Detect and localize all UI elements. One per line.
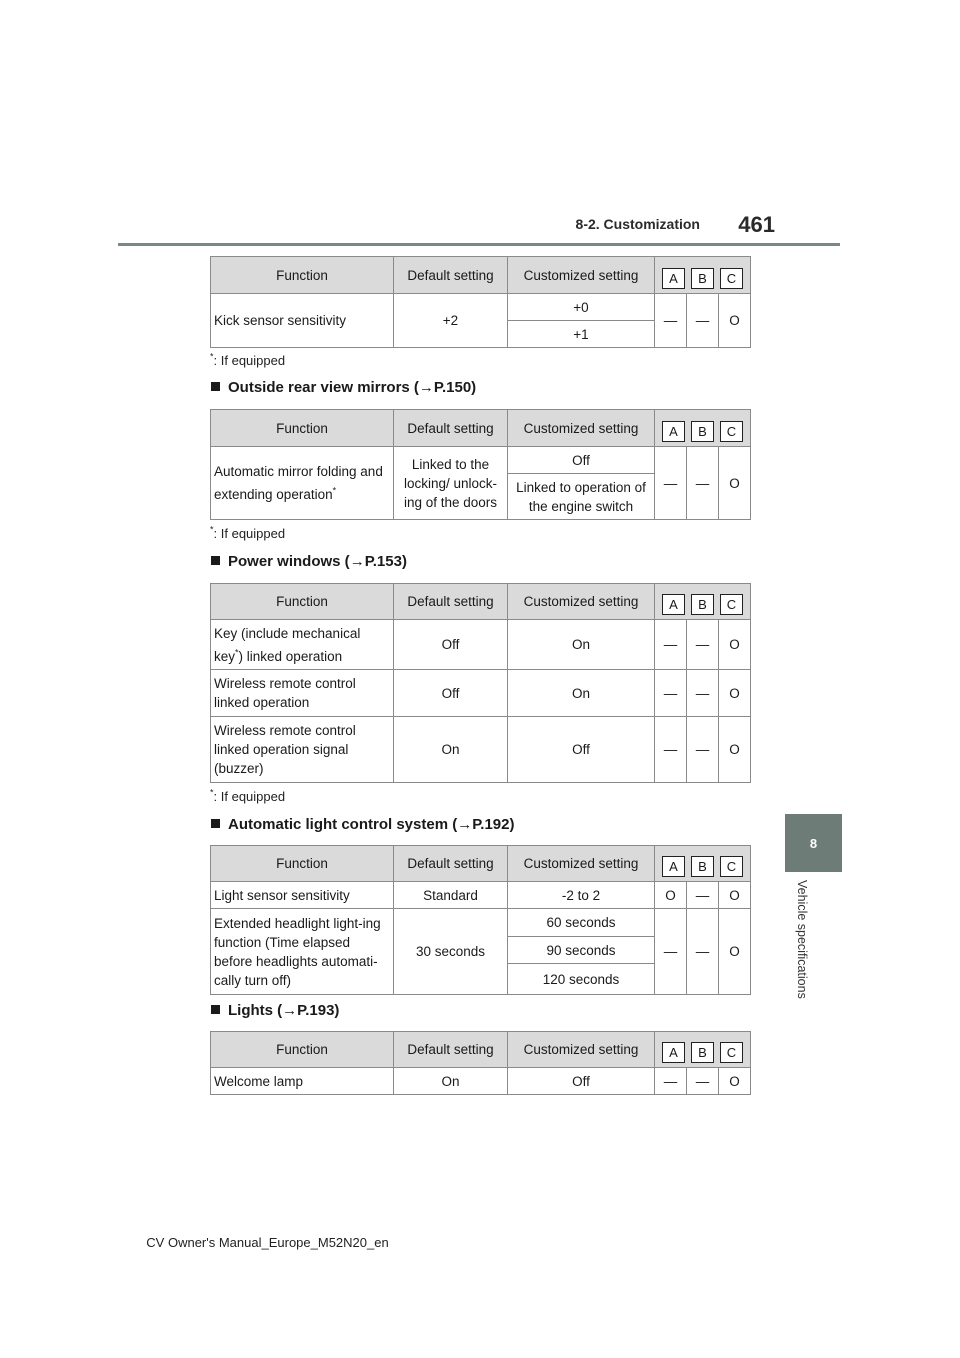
table-row bbox=[211, 717, 751, 783]
mark-c: O bbox=[719, 447, 751, 520]
mark-a: — bbox=[655, 1068, 687, 1095]
mark-a: — bbox=[655, 294, 687, 348]
col-default: Default setting bbox=[394, 1032, 508, 1068]
col-abc bbox=[655, 257, 751, 294]
function-cell: Wireless remote control linked operation bbox=[211, 670, 394, 717]
col-function: Function bbox=[211, 1032, 394, 1068]
mark-b: — bbox=[687, 882, 719, 909]
mirrors-table bbox=[210, 409, 751, 520]
chapter-tab: 8 bbox=[785, 814, 842, 872]
heading-mirrors: Outside rear view mirrors (→P.150) bbox=[211, 379, 476, 396]
mark-c: O bbox=[719, 1068, 751, 1095]
mark-c: O bbox=[719, 670, 751, 717]
mark-b: — bbox=[687, 1068, 719, 1095]
custom-cell: On bbox=[508, 620, 655, 670]
badge-c: C bbox=[720, 594, 743, 615]
col-customized: Customized setting bbox=[508, 257, 655, 294]
badge-c: C bbox=[720, 1042, 743, 1063]
mark-c: O bbox=[719, 294, 751, 348]
heading-power-windows: Power windows (→P.153) bbox=[211, 553, 407, 570]
custom-cell: Linked to operation of the engine switch bbox=[508, 474, 655, 520]
col-customized: Customized setting bbox=[508, 1032, 655, 1068]
mark-a: O bbox=[655, 882, 687, 909]
default-cell: +2 bbox=[394, 294, 508, 348]
default-cell: Off bbox=[394, 670, 508, 717]
badge-a: A bbox=[662, 268, 685, 289]
col-abc bbox=[655, 1032, 751, 1068]
mark-b: — bbox=[687, 909, 719, 995]
badge-c: C bbox=[720, 421, 743, 442]
default-cell: Off bbox=[394, 620, 508, 670]
function-cell: Welcome lamp bbox=[211, 1068, 394, 1095]
mark-b: — bbox=[687, 294, 719, 348]
custom-cell: On bbox=[508, 670, 655, 717]
table-row bbox=[211, 620, 751, 670]
function-cell: Automatic mirror folding and extending operation* bbox=[211, 447, 394, 520]
heading-light-control: Automatic light control system (→P.192) bbox=[211, 816, 514, 833]
col-customized: Customized setting bbox=[508, 846, 655, 882]
mark-b: — bbox=[687, 447, 719, 520]
col-customized: Customized setting bbox=[508, 584, 655, 620]
mark-a: — bbox=[655, 447, 687, 520]
badge-a: A bbox=[662, 856, 685, 877]
badge-a: A bbox=[662, 594, 685, 615]
default-cell: Standard bbox=[394, 882, 508, 909]
mark-c: O bbox=[719, 909, 751, 995]
page-number: 461 bbox=[738, 212, 775, 237]
custom-cell: Off bbox=[508, 1068, 655, 1095]
badge-a: A bbox=[662, 421, 685, 442]
chapter-title: Vehicle specifications bbox=[795, 880, 809, 999]
col-function: Function bbox=[211, 846, 394, 882]
custom-cell: -2 to 2 bbox=[508, 882, 655, 909]
col-function: Function bbox=[211, 257, 394, 294]
mark-a: — bbox=[655, 909, 687, 995]
badge-b: B bbox=[691, 1042, 714, 1063]
mark-c: O bbox=[719, 717, 751, 783]
footnote: *: If equipped bbox=[210, 351, 286, 368]
lights-table bbox=[210, 1031, 751, 1095]
kick-sensor-table bbox=[210, 256, 751, 348]
custom-cell: 90 seconds bbox=[508, 937, 655, 964]
table-row bbox=[211, 909, 751, 937]
col-function: Function bbox=[211, 410, 394, 447]
badge-c: C bbox=[720, 268, 743, 289]
col-default: Default setting bbox=[394, 584, 508, 620]
function-cell: Key (include mechanical key*) linked operation bbox=[211, 620, 394, 670]
power-windows-table bbox=[210, 583, 751, 783]
col-default: Default setting bbox=[394, 846, 508, 882]
function-cell: Wireless remote control linked operation signal (buzzer) bbox=[211, 717, 394, 783]
default-cell: On bbox=[394, 717, 508, 783]
col-customized: Customized setting bbox=[508, 410, 655, 447]
custom-cell: +0 bbox=[508, 294, 655, 321]
table-row bbox=[211, 882, 751, 909]
default-cell: 30 seconds bbox=[394, 909, 508, 995]
mark-b: — bbox=[687, 717, 719, 783]
custom-cell: Off bbox=[508, 717, 655, 783]
section-label: 8-2. Customization bbox=[575, 216, 700, 232]
mark-c: O bbox=[719, 620, 751, 670]
custom-cell: 120 seconds bbox=[508, 964, 655, 995]
function-cell: Light sensor sensitivity bbox=[211, 882, 394, 909]
mark-a: — bbox=[655, 717, 687, 783]
footer-manual-id: CV Owner's Manual_Europe_M52N20_en bbox=[146, 1235, 389, 1250]
badge-b: B bbox=[691, 594, 714, 615]
col-default: Default setting bbox=[394, 410, 508, 447]
custom-cell: Off bbox=[508, 447, 655, 474]
col-function: Function bbox=[211, 584, 394, 620]
badge-b: B bbox=[691, 421, 714, 442]
header-rule bbox=[118, 243, 840, 246]
badge-a: A bbox=[662, 1042, 685, 1063]
custom-cell: 60 seconds bbox=[508, 909, 655, 937]
badge-c: C bbox=[720, 856, 743, 877]
mark-b: — bbox=[687, 670, 719, 717]
function-cell: Extended headlight light-ing function (Time elapsed before headlights automati-cally turn off) bbox=[211, 909, 394, 995]
function-cell: Kick sensor sensitivity bbox=[211, 294, 394, 348]
col-abc bbox=[655, 584, 751, 620]
badge-b: B bbox=[691, 856, 714, 877]
default-cell: On bbox=[394, 1068, 508, 1095]
mark-b: — bbox=[687, 620, 719, 670]
col-abc bbox=[655, 846, 751, 882]
col-abc bbox=[655, 410, 751, 447]
footnote: *: If equipped bbox=[210, 524, 286, 541]
mark-a: — bbox=[655, 670, 687, 717]
light-control-table bbox=[210, 845, 751, 995]
default-cell: Linked to the locking/ unlock-ing of the doors bbox=[394, 447, 508, 520]
badge-b: B bbox=[691, 268, 714, 289]
mark-c: O bbox=[719, 882, 751, 909]
custom-cell: +1 bbox=[508, 321, 655, 348]
table-row bbox=[211, 670, 751, 717]
footnote: *: If equipped bbox=[210, 787, 286, 804]
table-row bbox=[211, 1068, 751, 1095]
heading-lights: Lights (→P.193) bbox=[211, 1002, 339, 1019]
col-default: Default setting bbox=[394, 257, 508, 294]
mark-a: — bbox=[655, 620, 687, 670]
